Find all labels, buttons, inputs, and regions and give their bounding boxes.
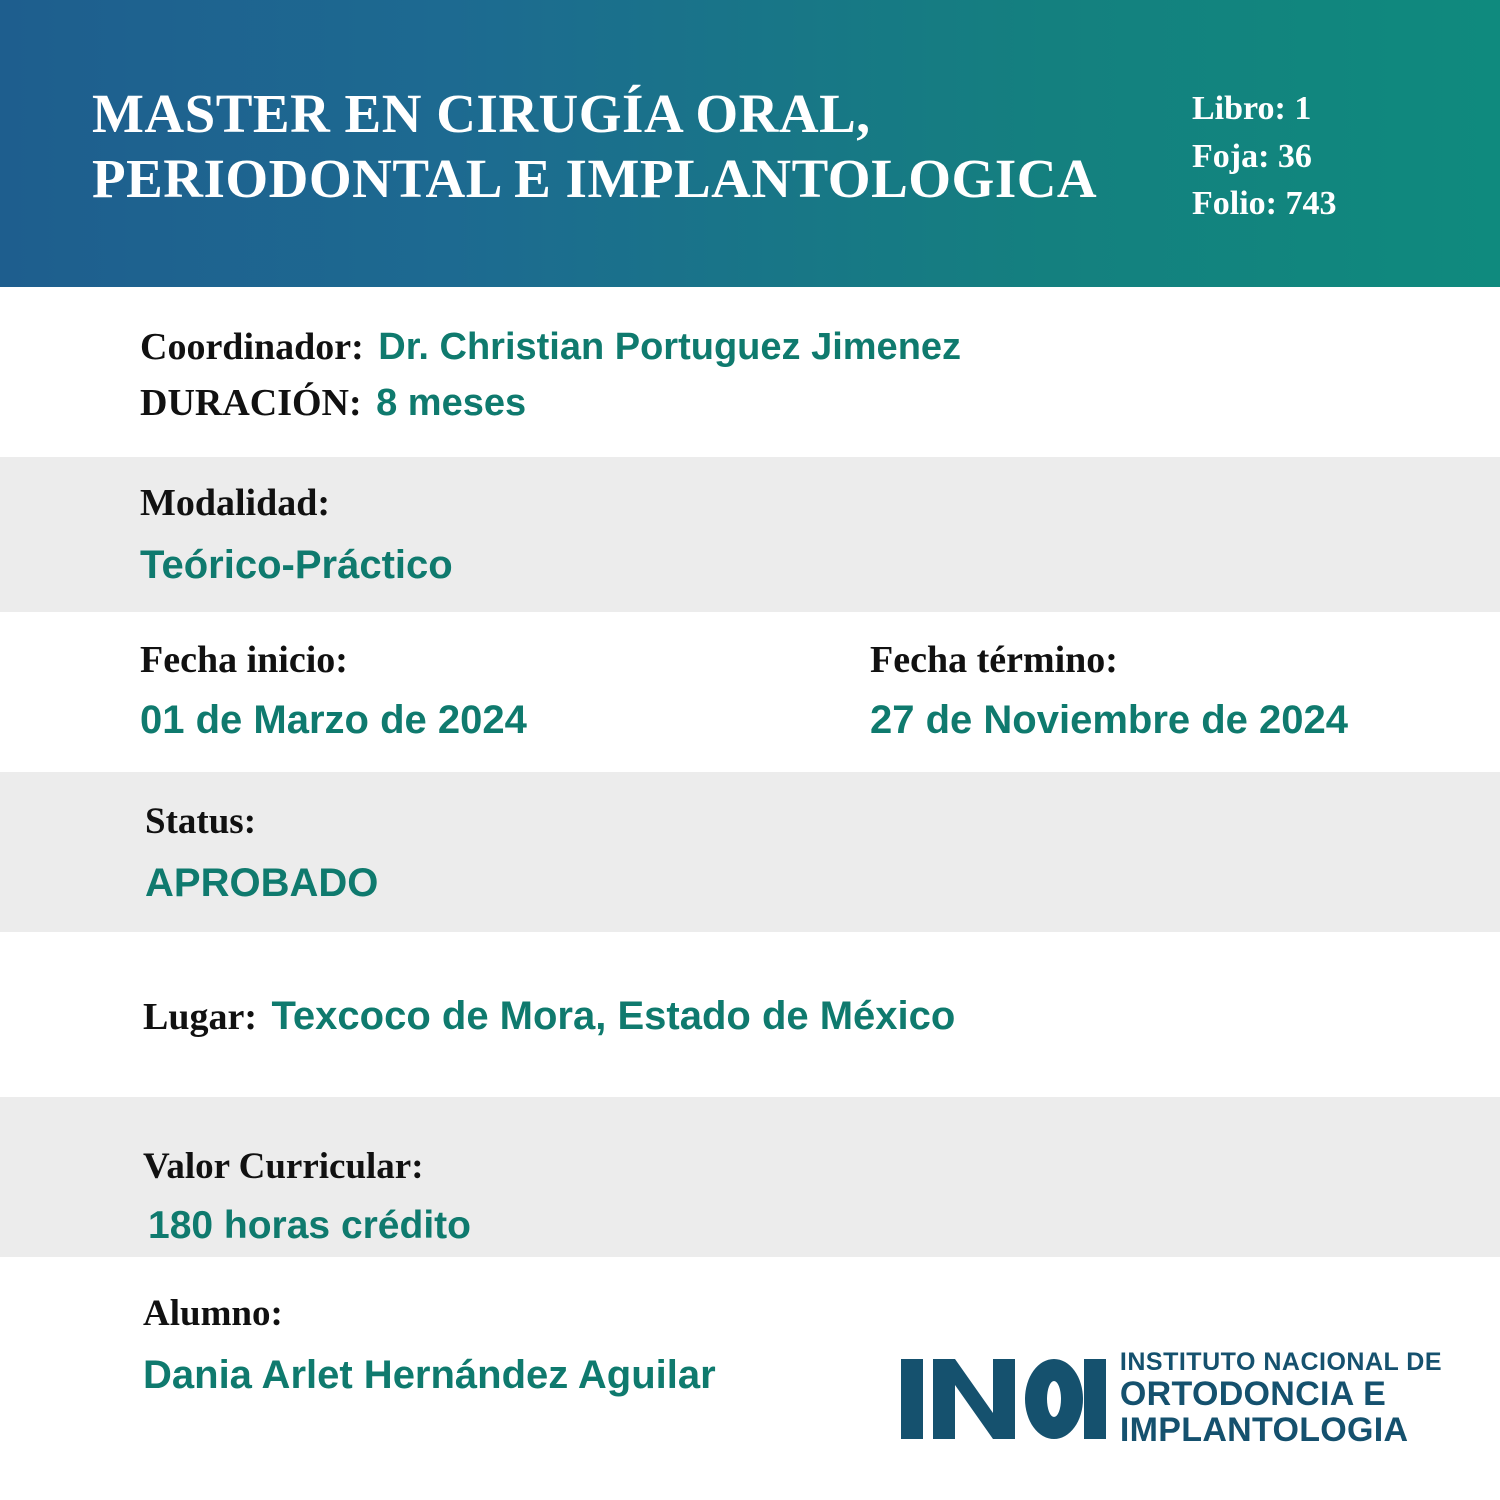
lugar-value: Texcoco de Mora, Estado de México: [271, 994, 956, 1038]
inoi-logo-mark-icon: [901, 1351, 1106, 1447]
row-fechas: [0, 612, 1500, 772]
status-label: Status:: [145, 801, 257, 842]
row-lugar: [0, 932, 1500, 1097]
coordinador-label: Coordinador:: [140, 326, 364, 368]
row-coordinador-duracion: [0, 287, 1500, 457]
header-registry-info: [1192, 85, 1422, 228]
header-banner: [0, 0, 1500, 287]
duracion-line: [140, 381, 1500, 425]
duracion-label: DURACIÓN:: [140, 382, 362, 424]
status-badge: APROBADO: [145, 861, 379, 905]
valor-curricular-value: 180 horas crédito: [148, 1204, 471, 1247]
logo-line-3: IMPLANTOLOGIA: [1119, 1410, 1409, 1449]
lugar-label: Lugar:: [143, 996, 257, 1038]
coordinador-line: [140, 325, 1500, 369]
fecha-inicio-label: Fecha inicio:: [140, 639, 348, 681]
inoi-logo-text: [1120, 1349, 1442, 1448]
fecha-termino-value: 27 de Noviembre de 2024: [870, 698, 1349, 742]
modalidad-value: Teórico-Práctico: [140, 543, 453, 587]
modalidad-label: Modalidad:: [140, 482, 331, 524]
duracion-value: 8 meses: [376, 382, 527, 424]
folio-text: Folio: 743: [1192, 185, 1337, 223]
row-status: [0, 772, 1500, 932]
libro-text: Libro: 1: [1192, 90, 1312, 127]
alumno-label: Alumno:: [143, 1293, 283, 1334]
fecha-inicio-value: 01 de Marzo de 2024: [140, 698, 527, 742]
page-title: MASTER EN CIRUGÍA ORAL, PERIODONTAL E IMPLANTOLOGICA: [92, 83, 1098, 209]
row-valor-curricular: [0, 1097, 1500, 1257]
alumno-value: Dania Arlet Hernández Aguilar: [143, 1353, 716, 1397]
valor-curricular-label: Valor Curricular:: [143, 1146, 424, 1187]
fecha-inicio-group: [140, 638, 527, 743]
logo-line-1: INSTITUTO NACIONAL DE: [1119, 1348, 1442, 1377]
logo-line-2: ORTODONCIA E: [1119, 1374, 1387, 1413]
inoi-logo: [901, 1349, 1442, 1448]
fecha-termino-group: [870, 638, 1348, 743]
foja-text: Foja: 36: [1192, 137, 1312, 175]
coordinador-value: Dr. Christian Portuguez Jimenez: [378, 326, 962, 368]
fecha-termino-label: Fecha término:: [870, 639, 1118, 681]
row-modalidad: [0, 457, 1500, 612]
